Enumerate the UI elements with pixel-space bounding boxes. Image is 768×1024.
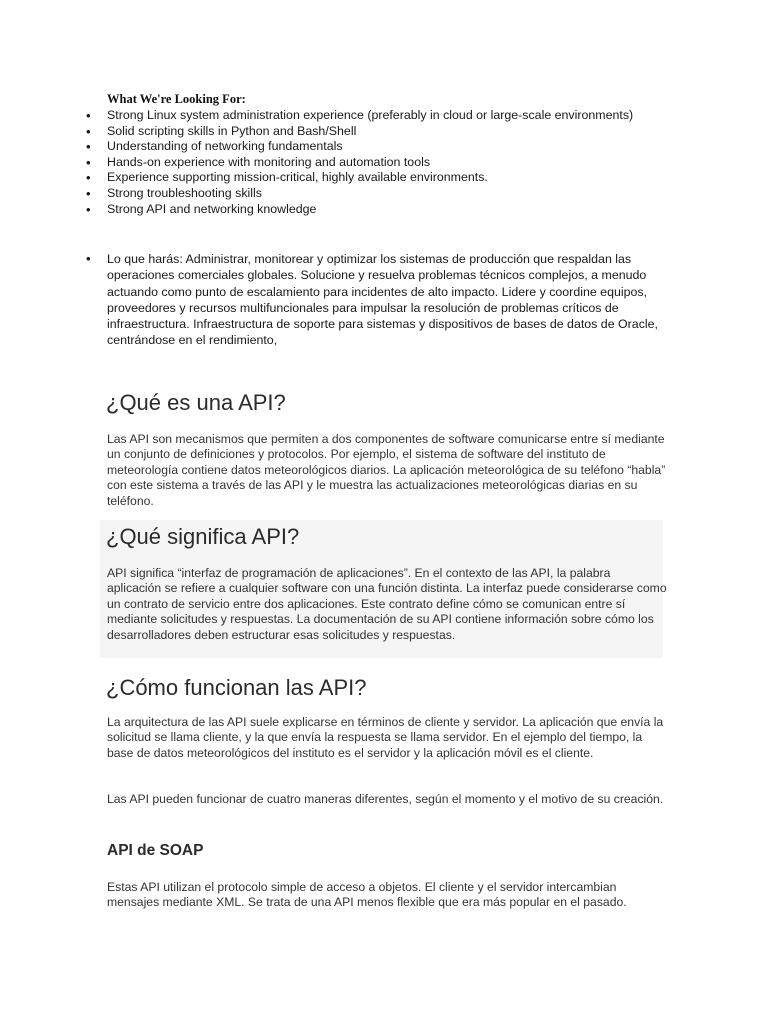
- list-item: • Strong troubleshooting skills: [86, 186, 686, 202]
- requirements-list: [86, 108, 686, 217]
- list-item: • Understanding of networking fundamentals: [86, 139, 686, 155]
- list-item: • Strong Linux system administration experience (preferably in cloud or large-scale environments): [86, 108, 686, 124]
- section-title-how-apis-work: ¿Cómo funcionan las API?: [106, 675, 367, 700]
- section-title-what-is-api: ¿Qué es una API?: [106, 390, 286, 415]
- list-item: • Strong API and networking knowledge: [86, 202, 686, 218]
- section-body-api-meaning: API significa “interfaz de programación de aplicaciones”. En el contexto de las API, la palabra aplicación se refiere a cualquier software con una función distinta. La interfaz puede considerarse como un contrato de servicio entre dos aplicaciones. Este contrato define cómo se comunican entre sí mediante solicitudes y respuestas. La documentación de su API contiene información sobre cómo los desarrolladores deben estructurar esas solicitudes y respuestas.: [107, 566, 667, 642]
- section-title-api-meaning: ¿Qué significa API?: [106, 524, 300, 549]
- list-item: • Hands-on experience with monitoring and automation tools: [86, 155, 686, 171]
- requirements-heading: What We're Looking For:: [107, 92, 246, 106]
- section-body-what-is-api: Las API son mecanismos que permiten a dos componentes de software comunicarse entre sí mediante un conjunto de definiciones y protocolos. Por ejemplo, el sistema de software del instituto de meteorología contiene datos meteorológicos diarios. La aplicación meteorológica de su teléfono “habla” con este sistema a través de las API y le muestra las actualizaciones meteorológicas diarias en su teléfono.: [107, 432, 666, 508]
- duties-paragraph: • Lo que harás: Administrar, monitorear y optimizar los sistemas de producción que respaldan las operaciones comerciales globales. Solucione y resuelva problemas técnicos complejos, a menudo actuando como punto de escalamiento para incidentes de alto impacto. Lidere y coordine equipos, proveedores y recursos multifuncionales para impulsar la resolución de problemas críticos de infraestructura. Infraestructura de soporte para sistemas y dispositivos de bases de datos de Oracle, centrándose en el rendimiento,: [86, 251, 687, 349]
- list-item: • Experience supporting mission-critical, highly available environments.: [86, 170, 686, 186]
- section-body-how-apis-work: La arquitectura de las API suele explicarse en términos de cliente y servidor. La aplicación que envía la solicitud se llama cliente, y la que envía la respuesta se llama servidor. En el ejemplo del tiempo, la base de datos meteorológicos del instituto es el servidor y la aplicación móvil es el cliente.: [107, 715, 664, 760]
- section-title-soap: API de SOAP: [107, 842, 204, 859]
- list-item: • Solid scripting skills in Python and Bash/Shell: [86, 124, 686, 140]
- section-body-soap: Estas API utilizan el protocolo simple de acceso a objetos. El cliente y el servidor intercambian mensajes mediante XML. Se trata de una API menos flexible que era más popular en el pasado.: [107, 880, 627, 910]
- section-body-api-types: Las API pueden funcionar de cuatro maneras diferentes, según el momento y el motivo de su creación.: [107, 792, 664, 806]
